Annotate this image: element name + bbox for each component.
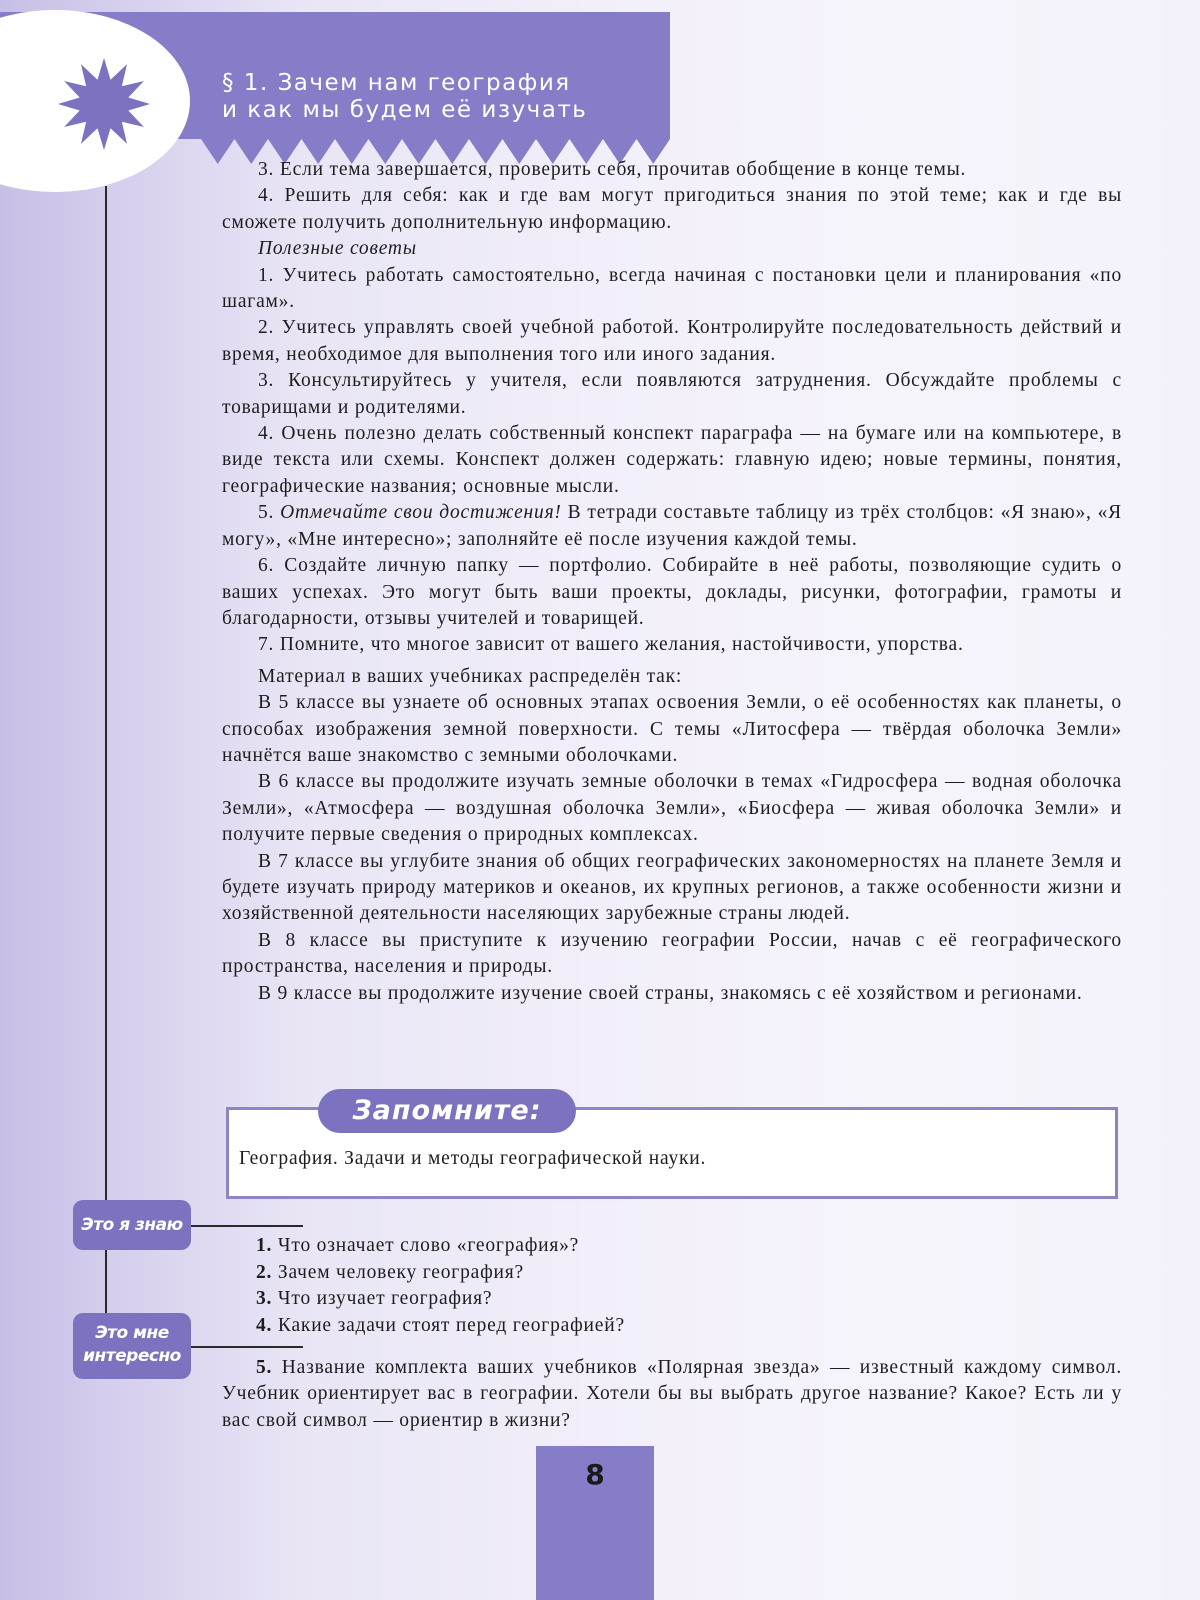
tips-heading: Полезные советы [258, 238, 417, 260]
paragraph: 4. Решить для себя: как и где вам могут пригодиться знания по этой теме; как и где вы сможете получить дополнительную информацию. [222, 185, 1122, 233]
list-item: 4. Какие задачи стоят перед географией? [256, 1314, 625, 1336]
question-list [256, 1233, 1126, 1339]
tag-interesting [73, 1313, 191, 1379]
paragraph: В 7 классе вы углубите знания об общих географических закономерностях на планете Земля и будете изучать природу материков и океанов, их крупных регионов, а также особенности жизни и хозяйственной деятельности населяющих зарубежные страны людей. [222, 850, 1122, 925]
remember-text: География. Задачи и методы географической науки. [239, 1148, 707, 1169]
main-text [222, 157, 1122, 1007]
page-number-tab [536, 1446, 654, 1600]
tip-item: 3. Консультируйтесь у учителя, если появляются затруднения. Обсуждайте проблемы с товарищами и родителями. [222, 370, 1122, 418]
tip-item: 5. Отмечайте свои достижения! В тетради составьте таблицу из трёх столбцов: «Я знаю», «Я могу», «Мне интересно»; заполняйте её после изучения каждой темы. [222, 502, 1122, 550]
paragraph: 3. Если тема завершается, проверить себя, прочитав обобщение в конце темы. [258, 159, 967, 180]
page-number: 8 [585, 1458, 605, 1491]
tag-interest-connector [191, 1346, 303, 1348]
tip-item: 6. Создайте личную папку — портфолио. Собирайте в неё работы, позволяющие судить о ваших успехах. Это могут быть ваши проекты, доклады, рисунки, фотографии, грамоты и благодарности, отзывы учителей и товарищей. [222, 555, 1122, 629]
paragraph: В 5 классе вы узнаете об основных этапах освоения Земли, о её особенностях как планеты, о способах изображения земной поверхности. С темы «Литосфера — твёрдая оболочка Земли» начнётся ваше знакомство с земными оболочками. [222, 692, 1122, 766]
paragraph: В 6 классе вы продолжите изучать земные оболочки в темах «Гидросфера — водная оболочка Земли», «Атмосфера — воздушная оболочка Земли», «Биосфера — живая оболочка Земли» и получите первые сведения о природных комплексах. [222, 771, 1122, 846]
chapter-title [222, 70, 662, 124]
tip-item: 7. Помните, что многое зависит от вашего желания, настойчивости, упорства. [258, 634, 964, 656]
paragraph: Материал в ваших учебниках распределён так: [258, 665, 683, 687]
list-item: 3. Что изучает география? [256, 1288, 493, 1310]
tag-know-connector [191, 1225, 303, 1227]
tip-item: 2. Учитесь управлять своей учебной работой. Контролируйте последовательность действий и время, необходимое для выполнения того или иного задания. [222, 317, 1122, 365]
tip-item: 4. Очень полезно делать собственный конспект параграфа — на бумаге или на компьютере, в виде текста или схемы. Конспект должен содержать: главную идею; новые термины, понятия, географические названия; основные мысли. [222, 423, 1122, 497]
chapter-title-line-2: и как мы будем её изучать [222, 97, 588, 123]
tag-interesting-line-2: интересно [83, 1346, 181, 1366]
side-timeline-line [105, 186, 107, 1334]
list-item: 2. Зачем человеку география? [256, 1261, 524, 1283]
paragraph: В 8 классе вы приступите к изучению географии России, начав с её географического пространства, населения и природы. [222, 929, 1122, 978]
paragraph: В 9 классе вы продолжите изучение своей страны, знакомясь с её хозяйством и регионами. [258, 982, 1083, 1004]
tag-i-know: Это я знаю [73, 1200, 191, 1250]
remember-label: Запомните: [318, 1089, 576, 1133]
tag-interesting-line-1: Это мне [95, 1323, 169, 1343]
list-item: 1. Что означает слово «география»? [256, 1235, 580, 1256]
polar-star-icon [56, 56, 152, 152]
question-5: 5. Название комплекта ваших учебников «Полярная звезда» — известный каждому символ. Учебник ориентирует вас в географии. Хотели бы вы выбрать другое название? Какое? Есть ли у вас свой символ — ориентир в жизни? [222, 1357, 1122, 1431]
tip-item: 1. Учитесь работать самостоятельно, всегда начиная с постановки цели и планирования «по шагам». [222, 264, 1122, 313]
chapter-title-line-1: § 1. Зачем нам география [222, 70, 571, 96]
